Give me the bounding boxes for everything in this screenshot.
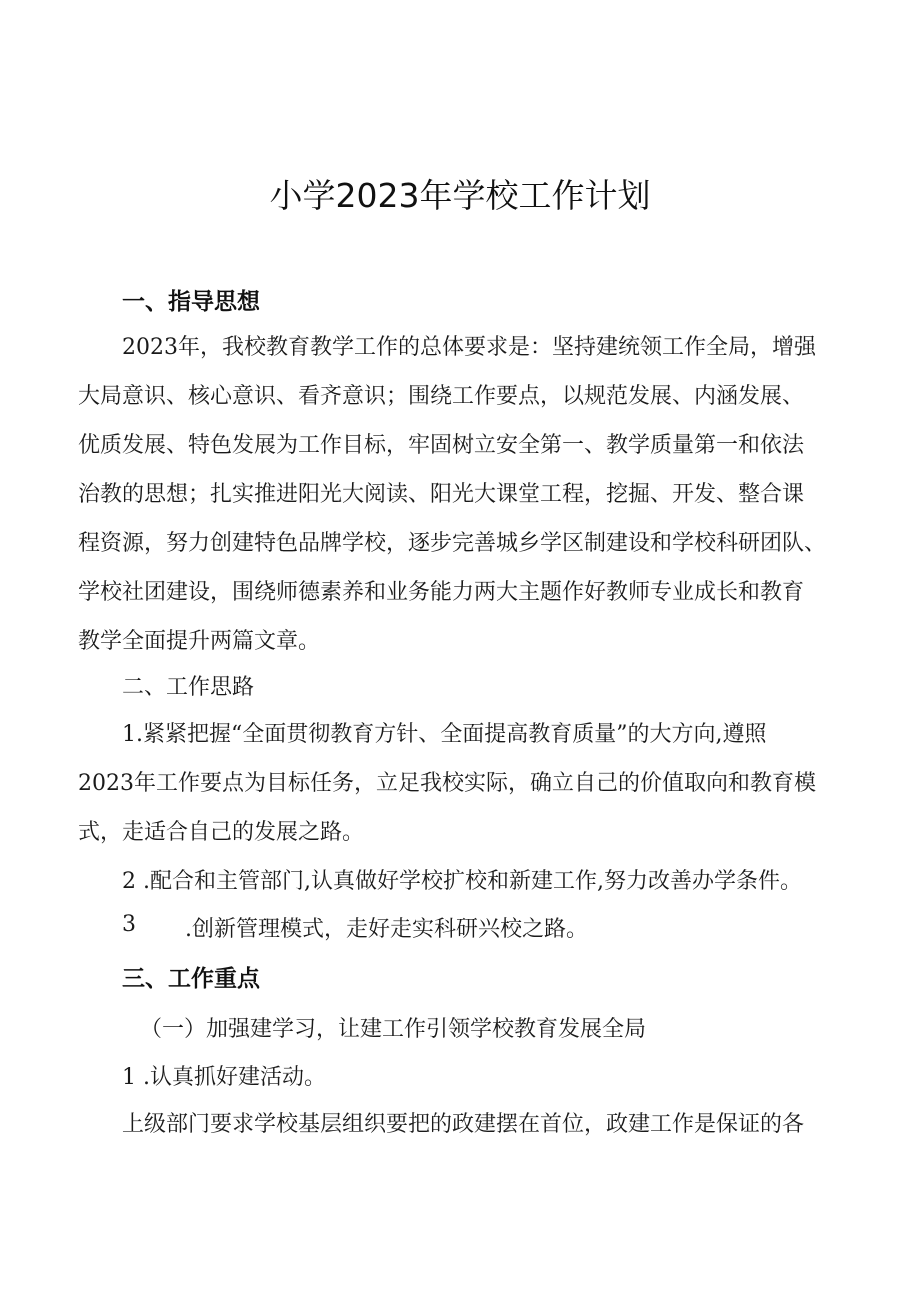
paragraph-line: 治教的思想；扎实推进阳光大阅读、阳光大课堂工程，挖掘、开发、整合课 xyxy=(78,482,805,507)
paragraph-line: 优质发展、特色发展为工作目标，牢固树立安全第一、教学质量第一和依法 xyxy=(78,433,805,458)
section-heading-work-focus: 三、工作重点 xyxy=(122,966,260,992)
paragraph-line: 1.紧紧把握“全面贯彻教育方针、全面提高教育质量”的大方向,遵照 xyxy=(122,722,767,747)
paragraph-line: 程资源，努力创建特色品牌学校，逐步完善城乡学区制建设和学校科研团队、 xyxy=(78,531,827,556)
paragraph-line: 大局意识、核心意识、看齐意识；围绕工作要点，以规范发展、内涵发展、 xyxy=(78,384,805,409)
subsection-heading: （一）加强建学习，让建工作引领学校教育发展全局 xyxy=(140,1017,647,1042)
paragraph-line: 学校社团建设，围绕师德素养和业务能力两大主题作好教师专业成长和教育 xyxy=(78,580,805,605)
paragraph-line: 上级部门要求学校基层组织要把的政建摆在首位，政建工作是保证的各 xyxy=(122,1112,805,1137)
list-item: 1 .认真抓好建活动。 xyxy=(122,1065,326,1090)
list-item-number: 3 xyxy=(122,912,136,937)
list-item: .创新管理模式，走好走实科研兴校之路。 xyxy=(185,917,588,942)
section-heading-guiding-ideology: 一、指导思想 xyxy=(122,289,260,315)
paragraph-line: 式，走适合自己的发展之路。 xyxy=(78,820,365,845)
list-item: 2 .配合和主管部门,认真做好学校扩校和新建工作,努力改善办学条件。 xyxy=(122,869,802,894)
paragraph-line: 教学全面提升两篇文章。 xyxy=(78,629,321,654)
section-heading-work-approach: 二、工作思路 xyxy=(122,675,255,700)
paragraph-line: 2023年，我校教育教学工作的总体要求是：坚持建统领工作全局，增强 xyxy=(122,335,816,360)
paragraph-line: 2023年工作要点为目标任务，立足我校实际，确立自己的价值取向和教育模 xyxy=(78,771,816,796)
document-title: 小学2023年学校工作计划 xyxy=(269,176,651,215)
